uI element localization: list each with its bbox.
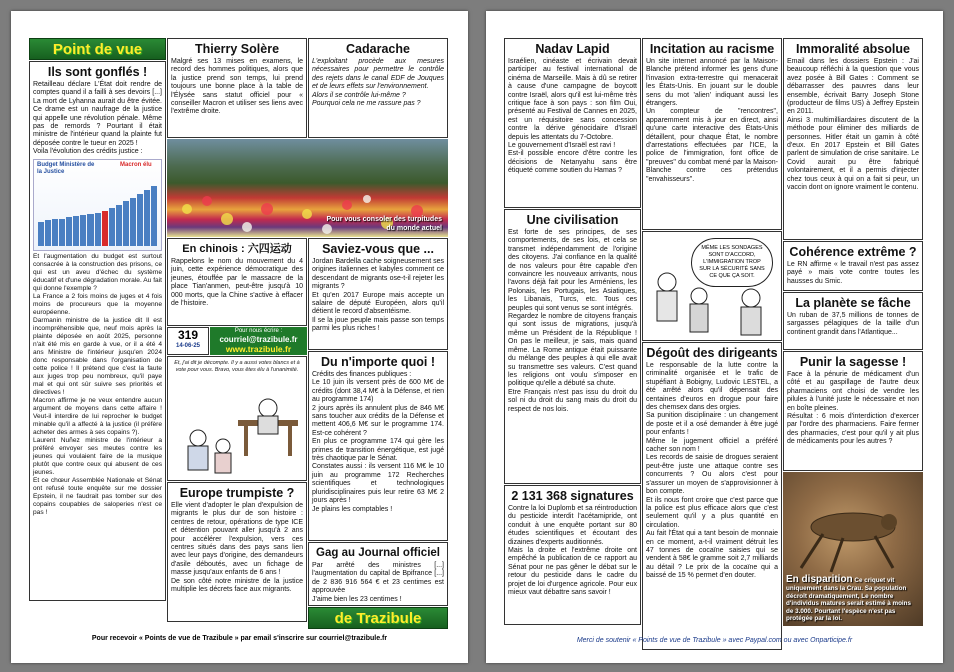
cartoon-speech: Et, j'ai dit je décompte. Il y a aussi votes blancs et à vote pour vous. Bravo, vous êtes élu à l'unanimité. — [174, 360, 300, 373]
article-lapid — [504, 38, 641, 208]
criquet-photo — [783, 472, 923, 626]
article-chinois — [167, 238, 307, 326]
chart-bars — [38, 186, 157, 246]
article-body-continued: Et l'augmentation du budget est surtout consacrée à la construction des prisons, ce qui est un aveu d'échec du système éducatif et d'une dégradation morale. Au fait qui donne l'exemple ? La France a 2 fois moins de juges et 4 fois moins de procureurs que la moyenne européenne. Darmanin ministre de la justice dit Il est incompréhensible que, neuf mois après la plainte déposée en août 2025, personne n'ait été mis en garde à vue, or il a été 4 ans Ministre de l'intérieur jusqu'en 2024 donc responsable dans l'organisation de cette police ! Il prétend que c'est la faute aux juges trop peu nombreux, qu'il paye mal et qui ont sûr suivre ses priorités et directives ! Macron affirme je ne veux entendre aucun argument de moyens dans cette affaire ! Veut-il interdire de lui reprocher le budget minable qu'il a affecté à la justice (il préfère acheter des armes à ses copains ?). Laurent Nuñez ministre de l'intérieur a préféré envoyer ses meutes contre les jeunes qui voulaient faire de la musique plutôt que contre ceux qui abusent de ces jeunes. Et ce chœur Assemblée Nationale et Sénat ont refusé toute enquête sur me dossier Epstein, il ne faudrait pas tomber sur des copains coupables de saloperies n'est ce pas ! — [33, 252, 162, 516]
article-title: Du n'importe quoi ! — [320, 355, 436, 369]
article-racisme — [642, 38, 782, 230]
footer-banner-title: de Trazibule — [334, 609, 422, 627]
article-degout — [642, 342, 782, 650]
footer-banner — [308, 607, 448, 629]
article-title: Dégoût des dirigeants — [646, 346, 778, 360]
article-body: Face à la pénurie de médicament d'un côté et au gaspillage de l'autre deux pharmaciens ont choisi de vendre les pilules à l'unité juste le nécessaire et non en boîte pleines. Résultat : 6 mois d'interdiction d'exercer par l'ordre des pharmaciens. Faire fermer des pharmacies, c'est pour qu'il y ait plus de médicaments pour les autres ? — [787, 371, 919, 446]
cartoon-vote — [167, 356, 307, 481]
article-title: Nadav Lapid — [535, 42, 610, 56]
article-europe — [167, 482, 307, 622]
chart-marker: Macron élu — [120, 161, 152, 168]
article-importe — [308, 351, 448, 541]
article-title: 2 131 368 signatures — [511, 489, 634, 503]
article-body: Crédits des finances publiques : Le 10 juin ils versent près de 600 M€ de crédits (dont 38,4 M€ à la Défense, et rien au programme 174) 2 jours après ils annulent plus de 846 M€ sans toucher aux crédits de la Défense et mettent 406,6 M€ sur le programme 174. Est-ce cohérent ? En plus ce programme 174 qui gère les primes de transition énergétique, est jugé très chaotique par le Sénat. Constates aussi : ils versent 116 M€ le 10 juin au programme 172 Recherches scientifiques et technologiques pluridisciplinaires puis leur retire 63 M€ 2 jours après ! Je plains les comptables ! — [312, 371, 444, 513]
article-title: Thierry Solère — [194, 42, 280, 56]
header-title: Point de vue — [52, 40, 143, 58]
subscribe-footer[interactable]: Pour recevoir « Points de vue de Trazibule » par email s'inscrire sur courriel@trazibule.fr — [91, 635, 388, 642]
cartoon-drawing — [168, 390, 307, 480]
article-title: Cohérence extrême ? — [789, 245, 917, 259]
article-immoralite — [783, 38, 923, 240]
article-body: Email dans les dossiers Epstein : J'ai beaucoup réfléchi à la question que vous avez posée à Bill Gates : Comment se débarrasser des pauvres dans leur ensemble, écrivait Barry Joseph Stone (producteur de films US) à Jeffrey Epstein en 2011. Ainsi 3 multimilliardaires discutent de la méthode pour éliminer des milliards de personnes. Hitler était un gamin à côté d'eux. En 2017 Epstein et Bill Gates parlent de simulation de crise sanitaire. Le Covid aurait pu être fabriqué volontairement, et il a permis d'injecter chez tous ceux à qui on a fait si peur, un vaccin dont on ignore vraiment le contenu. — [787, 58, 919, 192]
page-right — [486, 11, 943, 663]
chart-label: Budget Ministère de la Justice — [37, 161, 95, 175]
article-body: Israélien, cinéaste et écrivain devait participer au festival international de cinéma de Marseille. Mais à dû se retirer à cause d'une campagne de boycott contre Israël, alors qu'il est lui-même très critique face à son pays : son film Oui, présenté au Festival de Cannes en 2025, est un réquisitoire sans concession contre la dérive génocidaire d'Israël depuis les attentats du 7-Octobre. Le gouvernement d'Israël est ravi ! Est-il possible encore d'être contre les décisions de Netanyahu sans être étiqueté comme soutien du Hamas ? — [508, 58, 637, 175]
support-footer[interactable]: Merci de soutenir « Points de vue de Trazibule » avec Paypal.com ou avec Onparticipe.fr — [576, 637, 853, 644]
page-left — [11, 11, 468, 663]
article-civilisation — [504, 209, 641, 484]
article-coherence — [783, 241, 923, 291]
article-title: Ils sont gonflés ! — [47, 65, 148, 79]
article-cadarache — [308, 38, 448, 138]
article-body: Un ruban de 37,5 millions de tonnes de sargasses pélagiques de la taille d'un continent grandit dans l'Atlantique... — [787, 312, 919, 336]
issue-date: 14-06-25 — [175, 343, 201, 349]
article-body: Retailleau déclare L'État doit rendre de comptes quand il a failli à ses devoirs [...] La mort de Lyhanna aurait du être évitée. Ce drame est un naufrage de la justice qui appelle une révolution pénale. Même pas de remords ? Pourtant il était ministre de l'intérieur quand la plainte fut déposée contre le tueur en 2025 ! Voila l'évolution des crédits justice : — [33, 81, 162, 156]
article-title: Punir la sagesse ! — [799, 355, 907, 369]
article-title: La planète se fâche — [795, 296, 911, 310]
article-body: Un site internet annoncé par la Maison-Blanche prétend informer les gens d'une l'invasion extra-terrestre qui menacerait les États-Unis. En jouant sur le double sens du mot 'alien' indiquant aussi les étrangers. Un compteur de "rencontres", apparemment mis à jour en direct, ainsi qu'une carte interactive des États-Unis détaillent, pour chaque État, le nombre d'arrestations effectuées par l'ICE, la police de l'immigration, font office de "preuves" du combat mené par la Maison-Blanche contre ces prétendus "envahisseurs". — [646, 58, 778, 183]
article-planete — [783, 292, 923, 350]
contact-email[interactable]: courriel@trazibule.fr — [219, 335, 298, 344]
article-signatures — [504, 485, 641, 625]
article-title: Saviez-vous que ... — [322, 242, 434, 256]
contact-block — [210, 327, 307, 355]
cartoon-speech: MÊME LES SONDAGES SONT D'ACCORD, L'IMMIGRATION TROP SUR LA SÉCURITÉ SANS CE QUE ÇA SOIT. — [691, 238, 773, 287]
article-saviez — [308, 238, 448, 350]
article-body: Rappelons le nom du mouvement du 4 juin, cette expérience démocratique des jeunes, étouffée par le massacre de la place Tian'anmen, peut-être jusqu'à 10 000 morts, que la Chine s'active à effacer de l'histoire. — [171, 258, 303, 308]
article-title: En chinois : 六四运动 — [182, 243, 292, 255]
article-sagesse — [783, 351, 923, 471]
article-gonfles — [29, 61, 166, 601]
article-gag — [308, 542, 448, 606]
article-body: Jordan Bardella cache soigneusement ses origines italiennes et kabyles comment ce descendant de migrants ose-t-il rejeter les migrants ? Et qu'en 2017 Europe mais accepte un salaire de député Européen, alors qu'il détient le record d'absentéisme. Il se la joue peuple mais passe son temps parmi les plus riches ! — [312, 258, 444, 333]
article-body: Le RN affirme « le travail n'est pas assez payé » mais vote contre toutes les hausses du Smic. — [787, 261, 919, 285]
article-body: Par arrêté des ministres [...] l'augmentation du capital de Bpifrance [...] de 2 836 916 564 € et 23 centimes est approuvée J'aime bien les 23 centimes ! — [312, 562, 444, 603]
article-title: Une civilisation — [526, 213, 619, 227]
header-banner — [29, 38, 166, 60]
article-title: Europe trumpiste ? — [179, 486, 295, 500]
website-link[interactable]: www.trazibule.fr — [225, 344, 292, 354]
article-title: En disparition — [786, 574, 853, 586]
article-body: Malgré ses 13 mises en examens, le record des hommes politiques, alors que la justice prend son temps, lui prend toujours une bonne place à la table de l'Élysée sans statut officiel pour « conseiller Macron et utiliser ses liens avec l'extrême droite. — [171, 58, 303, 116]
issue-badge — [167, 327, 209, 355]
contact-label: Pour nous écrire : — [234, 328, 283, 334]
article-body: Contre la loi Duplomb et sa réintroduction du pesticide interdit l'acétamipride, ont conduit à une enquête portant sur 80 études scientifiques et écoutant des dizaines d'experts auditionnés. Mais la droite et l'extrême droite ont empêché la publication de ce rapport au Sénat pour ne pas gêner le débat sur le retour du pesticide dans le cadre du projet de loi d'urgence agricole. Pour eux mieux vaut débattre sans savoir ! — [508, 505, 637, 597]
article-body: Ce criquet vit uniquement dans la Crau. Sa population décroît dramatiquement, Le nombre d'individus matures serait estimé à moins de 3.000. Pourtant l'espèce n'est pas protégée par la loi. — [786, 577, 912, 623]
article-body: Le responsable de la lutte contre la criminalité organisée et le trafic de stupéfiant à Bobigny, Ludovic LESTEL, a été arrêté alors qu'il dépensait des centaines d'euros en drogue pour faire des chemsex dans des orgies. Sa punition disciplinaire : un changement de poste et il a osé demander à être jugé pour enfants ! Même le jugement officiel a préféré cacher son nom ! Les records de saisie de drogues seraient peut-être juste une attaque contre ses concurrents ? Ou alors c'est pour s'assurer un moyen de s'approvisionner à bon compte. Et ils nous font croire que c'est parce que la police est plus efficace alors que c'est seulement qu'il y a plus quantité en circulation. Au fait l'État qui a tant besoin de monnaie en ce moment, a-t-il vraiment détruit les 47 tonnes de cocaïne saisies qui se vendent à 58€ le gramme soit 2,7 milliards au détail ? Le prix de la cocaïne qui a baissé de 15 % permet d'en douter. — [646, 362, 778, 580]
tulip-photo — [167, 139, 448, 237]
budget-chart — [33, 159, 162, 251]
article-body: L'exploitant procède aux mesures nécessaires pour permettre le contrôle des rejets dans le canal EDF de Jouques et de leurs effets sur l'environnement. Alors il se contrôle lui-même ? Pourquoi cela ne me rassure pas ? — [312, 58, 444, 108]
article-body: Est forte de ses principes, de ses comportements, de ses lois, et cela se transmet indépendamment de l'origine des citoyens. J'ai confiance en la qualité de nos valeurs pour être capable d'en convaincre les nouveaux arrivants, nous l'avons déjà fait pour les Arméniens, les Polonais, les Portugais, les Asiatiques, les Libanais, Turcs, etc. Tous ces peuples qui sont venus se sont intégrés. Regardez le nombre de citoyens français qui sont issus de migrations, jusqu'à même un Président de la République ! On pas le meilleur, je sais, mais quand même. La Rome antique était puissante du mélange des peuples à qui elle avait su transmettre ses valeurs. C'est quand les religions ont voulu s'imposer en politique qu'elle a débuté sa chute. Etre Français n'est pas issu du droit du sol ni du droit du sang mais du droit du respect de nos lois. — [508, 229, 637, 413]
criquet-caption — [786, 576, 920, 623]
photo-caption: Pour vous consoler des turpitudes du monde actuel — [326, 216, 442, 232]
article-title: Immoralité absolue — [796, 42, 910, 56]
article-body: Elle vient d'adopter le plan d'expulsion de migrants le plus dur de son histoire : centres de retour, opérations de type ICE et détention pouvant aller jusqu'à 2 ans pour accélérer l'expulsion, vers ces centres situés dans des pays sans lien avec leur pays d'origine, des demandeurs d'asile déboutés, avec un fichage de masse jusqu'aux enfants de 6 ans ! De son côté notre ministre de la justice multiplie les décrets face aux migrants. — [171, 502, 303, 594]
cartoon-sondage — [642, 231, 782, 341]
issue-number: 319 — [177, 328, 199, 342]
article-solere — [167, 38, 307, 138]
article-title: Incitation au racisme — [649, 42, 775, 56]
article-title: Cadarache — [346, 42, 410, 56]
article-title: Gag au Journal officiel — [316, 547, 440, 559]
